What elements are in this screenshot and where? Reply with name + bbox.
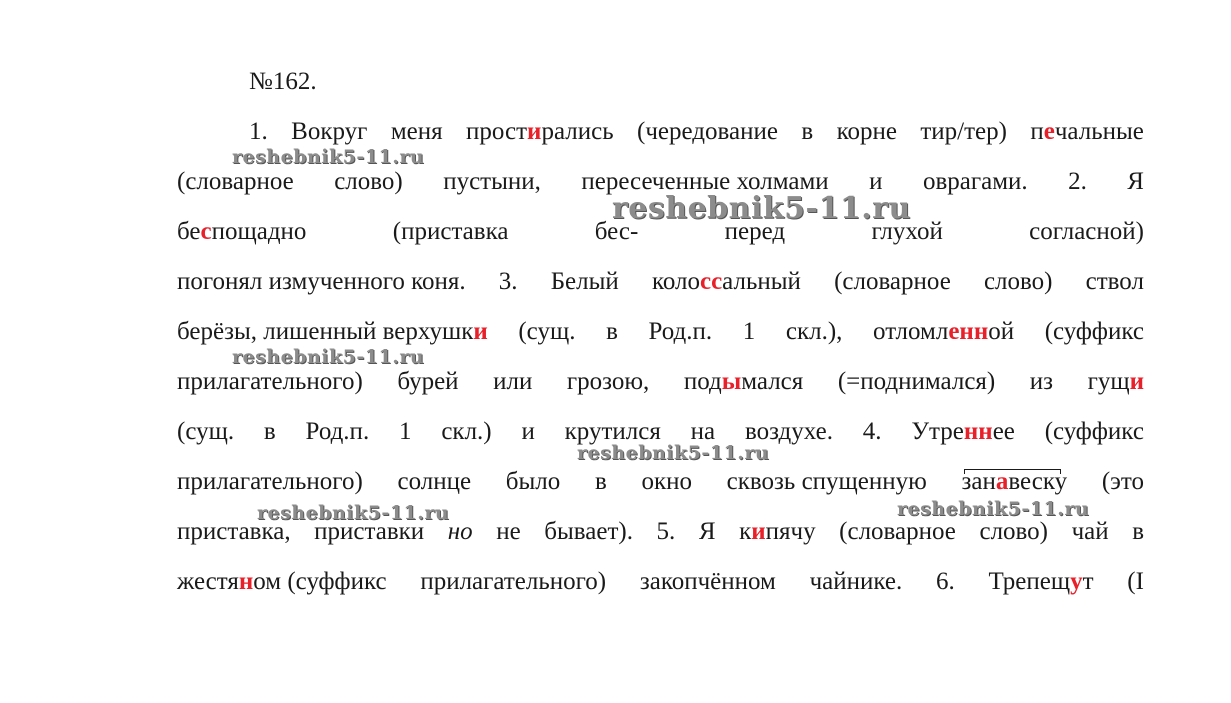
word: скл.), bbox=[785, 318, 843, 345]
text-line-4 bbox=[177, 266, 1144, 298]
watermark: reshebnik5-11.ru bbox=[577, 442, 770, 464]
word: (словарное bbox=[839, 518, 956, 545]
word: солнце bbox=[397, 468, 472, 495]
word-italic: но bbox=[447, 518, 473, 545]
word: и bbox=[869, 168, 883, 195]
highlighted-letter: у bbox=[1070, 568, 1083, 595]
word: берёзы, лишенный верхушки bbox=[177, 318, 488, 345]
text-line-10 bbox=[177, 566, 1144, 598]
word: подымался bbox=[683, 368, 804, 395]
word: прилагательного) bbox=[177, 468, 363, 495]
word: прилагательного) bbox=[420, 568, 607, 595]
word: Я bbox=[1127, 168, 1144, 195]
word: (словарное bbox=[177, 168, 294, 195]
watermark: reshebnik5-11.ru bbox=[897, 498, 1090, 520]
word: чай bbox=[1071, 518, 1109, 545]
word: бес- bbox=[594, 218, 639, 245]
word: 3. bbox=[498, 268, 518, 295]
word: ствол bbox=[1085, 268, 1144, 295]
word: в bbox=[606, 318, 618, 345]
word: Род.п. bbox=[305, 418, 370, 445]
word: (сущ. bbox=[177, 418, 235, 445]
word: Вокруг bbox=[291, 118, 368, 145]
word: согласной) bbox=[1029, 218, 1144, 245]
highlighted-letter: а bbox=[995, 468, 1009, 495]
word: в bbox=[594, 468, 607, 495]
word: прилагательного) bbox=[177, 368, 363, 395]
word: слово) bbox=[979, 518, 1048, 545]
highlighted-letter: и bbox=[751, 518, 766, 545]
word: из bbox=[1029, 368, 1054, 395]
word: грозою, bbox=[566, 368, 650, 395]
word: 1 bbox=[742, 318, 756, 345]
word: погонял измученного коня. bbox=[177, 268, 466, 295]
highlighted-letter: и bbox=[527, 118, 542, 145]
word: 1. bbox=[249, 118, 268, 145]
word: или bbox=[493, 368, 533, 395]
text-line-1 bbox=[249, 116, 1144, 148]
word: 5. bbox=[656, 518, 676, 545]
word: жестяном (суффикс bbox=[177, 568, 387, 595]
word: пустыни, bbox=[443, 168, 541, 195]
highlighted-letter: и bbox=[473, 318, 488, 345]
word-with-prefix-mark: занавеску bbox=[961, 468, 1068, 495]
word: беспощадно bbox=[177, 218, 307, 245]
word: не bbox=[496, 518, 521, 545]
word: Я bbox=[698, 518, 716, 545]
watermark: reshebnik5-11.ru bbox=[257, 502, 450, 524]
word: (словарное bbox=[834, 268, 951, 295]
highlighted-letter: н bbox=[238, 568, 254, 595]
word: на bbox=[690, 418, 716, 445]
prefix-mark-icon bbox=[964, 469, 1062, 474]
word: 1 bbox=[399, 418, 412, 445]
word: в bbox=[1132, 518, 1144, 545]
word: меня bbox=[390, 118, 443, 145]
word: слово) bbox=[983, 268, 1053, 295]
word: колоссальный bbox=[651, 268, 801, 295]
highlighted-letter: с bbox=[200, 218, 212, 245]
text-line-6 bbox=[177, 366, 1144, 398]
word: в bbox=[263, 418, 276, 445]
highlighted-letter: и bbox=[1129, 368, 1144, 395]
word: крутился bbox=[564, 418, 661, 445]
word: бывает). bbox=[544, 518, 633, 545]
word: (I bbox=[1127, 568, 1144, 595]
word: и bbox=[521, 418, 535, 445]
highlighted-letter: сс bbox=[699, 268, 723, 295]
word: (суффикс bbox=[1044, 318, 1144, 345]
word: пересеченные холмами bbox=[581, 168, 829, 195]
word: глухой bbox=[871, 218, 943, 245]
word: печальные bbox=[1030, 118, 1144, 145]
word: Белый bbox=[550, 268, 619, 295]
word: было bbox=[505, 468, 561, 495]
word: перед bbox=[724, 218, 786, 245]
word: чайнике. bbox=[809, 568, 903, 595]
word: в bbox=[801, 118, 814, 145]
text-line-8 bbox=[177, 466, 1144, 498]
word: простирались bbox=[466, 118, 614, 145]
word: гущи bbox=[1087, 368, 1144, 395]
word: приставки bbox=[314, 518, 425, 545]
word: Род.п. bbox=[648, 318, 713, 345]
word: (приставка bbox=[392, 218, 509, 245]
watermark: reshebnik5-11.ru bbox=[232, 146, 425, 168]
word: слово) bbox=[334, 168, 403, 195]
highlighted-letter: ы bbox=[721, 368, 742, 395]
word: сквозь спущенную bbox=[726, 468, 927, 495]
word: корне bbox=[836, 118, 897, 145]
word: Трепещут bbox=[988, 568, 1094, 595]
word: приставка, bbox=[177, 518, 291, 545]
word: окно bbox=[641, 468, 692, 495]
word: скл.) bbox=[441, 418, 492, 445]
exercise-number: №162. bbox=[249, 68, 317, 95]
word: тир/тер) bbox=[920, 118, 1007, 145]
word: закопчённом bbox=[639, 568, 776, 595]
watermark: reshebnik5-11.ru bbox=[232, 346, 425, 368]
highlighted-letter: е bbox=[1043, 118, 1055, 145]
word: кипячу bbox=[739, 518, 816, 545]
word: (=поднимался) bbox=[837, 368, 996, 395]
watermark: reshebnik5-11.ru bbox=[612, 191, 911, 226]
word: (сущ. bbox=[518, 318, 576, 345]
word: отломленной bbox=[873, 318, 1015, 345]
word: бурей bbox=[397, 368, 459, 395]
text-line-5 bbox=[177, 316, 1144, 348]
word: 2. bbox=[1068, 168, 1087, 195]
word: (чередование bbox=[637, 118, 778, 145]
word: воздухе. bbox=[744, 418, 833, 445]
highlighted-letter: нн bbox=[963, 418, 993, 445]
word: 4. bbox=[862, 418, 882, 445]
word: (это bbox=[1101, 468, 1144, 495]
word: оврагами. bbox=[922, 168, 1028, 195]
highlighted-letter: енн bbox=[948, 318, 989, 345]
word: Утреннее bbox=[911, 418, 1015, 445]
word: 6. bbox=[936, 568, 955, 595]
word: (суффикс bbox=[1044, 418, 1144, 445]
